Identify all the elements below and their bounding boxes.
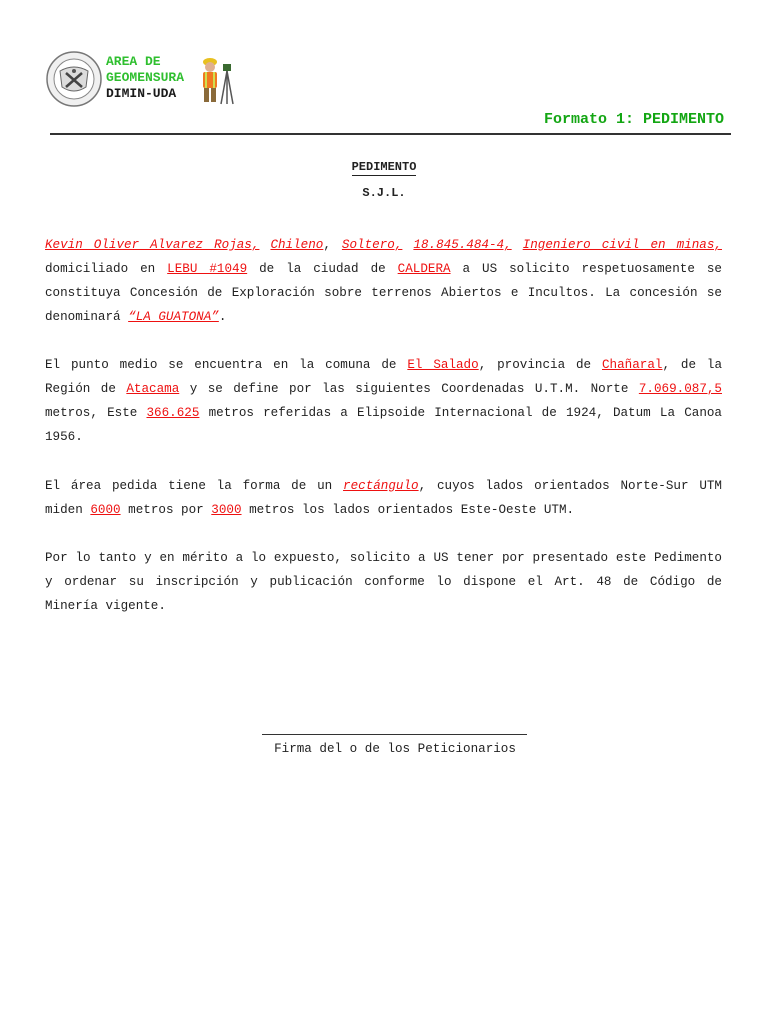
concession-name: “LA GUATONA” (128, 310, 219, 324)
coord-norte: 7.069.087,5 (638, 382, 722, 396)
nationality: Chileno (270, 238, 324, 252)
header-divider (50, 133, 731, 135)
region: Atacama (126, 382, 180, 396)
side-east-west: 3000 (211, 503, 242, 517)
applicant-name: Kevin Oliver Alvarez Rojas, (45, 238, 260, 252)
side-north-south: 6000 (90, 503, 121, 517)
paragraph-area: El área pedida tiene la forma de un rectángulo, cuyos lados orientados Norte-Sur UTM miden 6000 metros por 3000 metros los lados orientados Este-Oeste UTM. (45, 479, 722, 517)
logo-line-2: GEOMENSURA (106, 70, 185, 85)
civil-status: Soltero, (341, 238, 403, 252)
rut: 18.845.484-4, (413, 238, 512, 252)
logo-line-3: DIMIN-UDA (106, 86, 177, 101)
signature-line (262, 734, 527, 735)
comuna: El Salado (407, 358, 479, 372)
logo-text (106, 54, 184, 102)
document-title: PEDIMENTO (351, 160, 417, 174)
city: CALDERA (397, 262, 451, 276)
paragraph-location: El punto medio se encuentra en la comuna de El Salado, provincia de Chañaral, de la Región de Atacama y se define por las siguientes Coordenadas U.T.M. Norte 7.069.087,5 metros, Este 366.625 metros referidas a Elipsoide Internacional de 1924, Datum La Canoa 1956. (45, 358, 722, 444)
signature-label: Firma del o de los Peticionarios (274, 742, 516, 756)
area-shape: rectángulo (343, 479, 419, 493)
address: LEBU #1049 (167, 262, 248, 276)
university-seal-icon (46, 51, 102, 107)
logo-line-1: AREA DE (106, 54, 161, 69)
format-title: Formato 1: PEDIMENTO (543, 111, 724, 128)
coord-este: 366.625 (146, 406, 200, 420)
paragraph-request: Por lo tanto y en mérito a lo expuesto, solicito a US tener por presentado este Pedimento y ordenar su inscripción y publicación conforme lo dispone el Art. 48 de Código de Minería vigente. (45, 551, 722, 613)
profession: Ingeniero civil en minas, (522, 238, 722, 252)
document-subtitle: S.J.L. (362, 186, 406, 200)
paragraph-applicant: Kevin Oliver Alvarez Rojas, Chileno, Soltero, 18.845.484-4, Ingeniero civil en minas, domiciliado en LEBU #1049 de la ciudad de CALDERA a US solicito respetuosamente se constituya Concesión de Exploración sobre terrenos Abiertos e Incultos. La concesión se denominará “LA GUATONA”. (45, 238, 722, 324)
surveyor-icon (196, 56, 236, 106)
provincia: Chañaral (602, 358, 663, 372)
